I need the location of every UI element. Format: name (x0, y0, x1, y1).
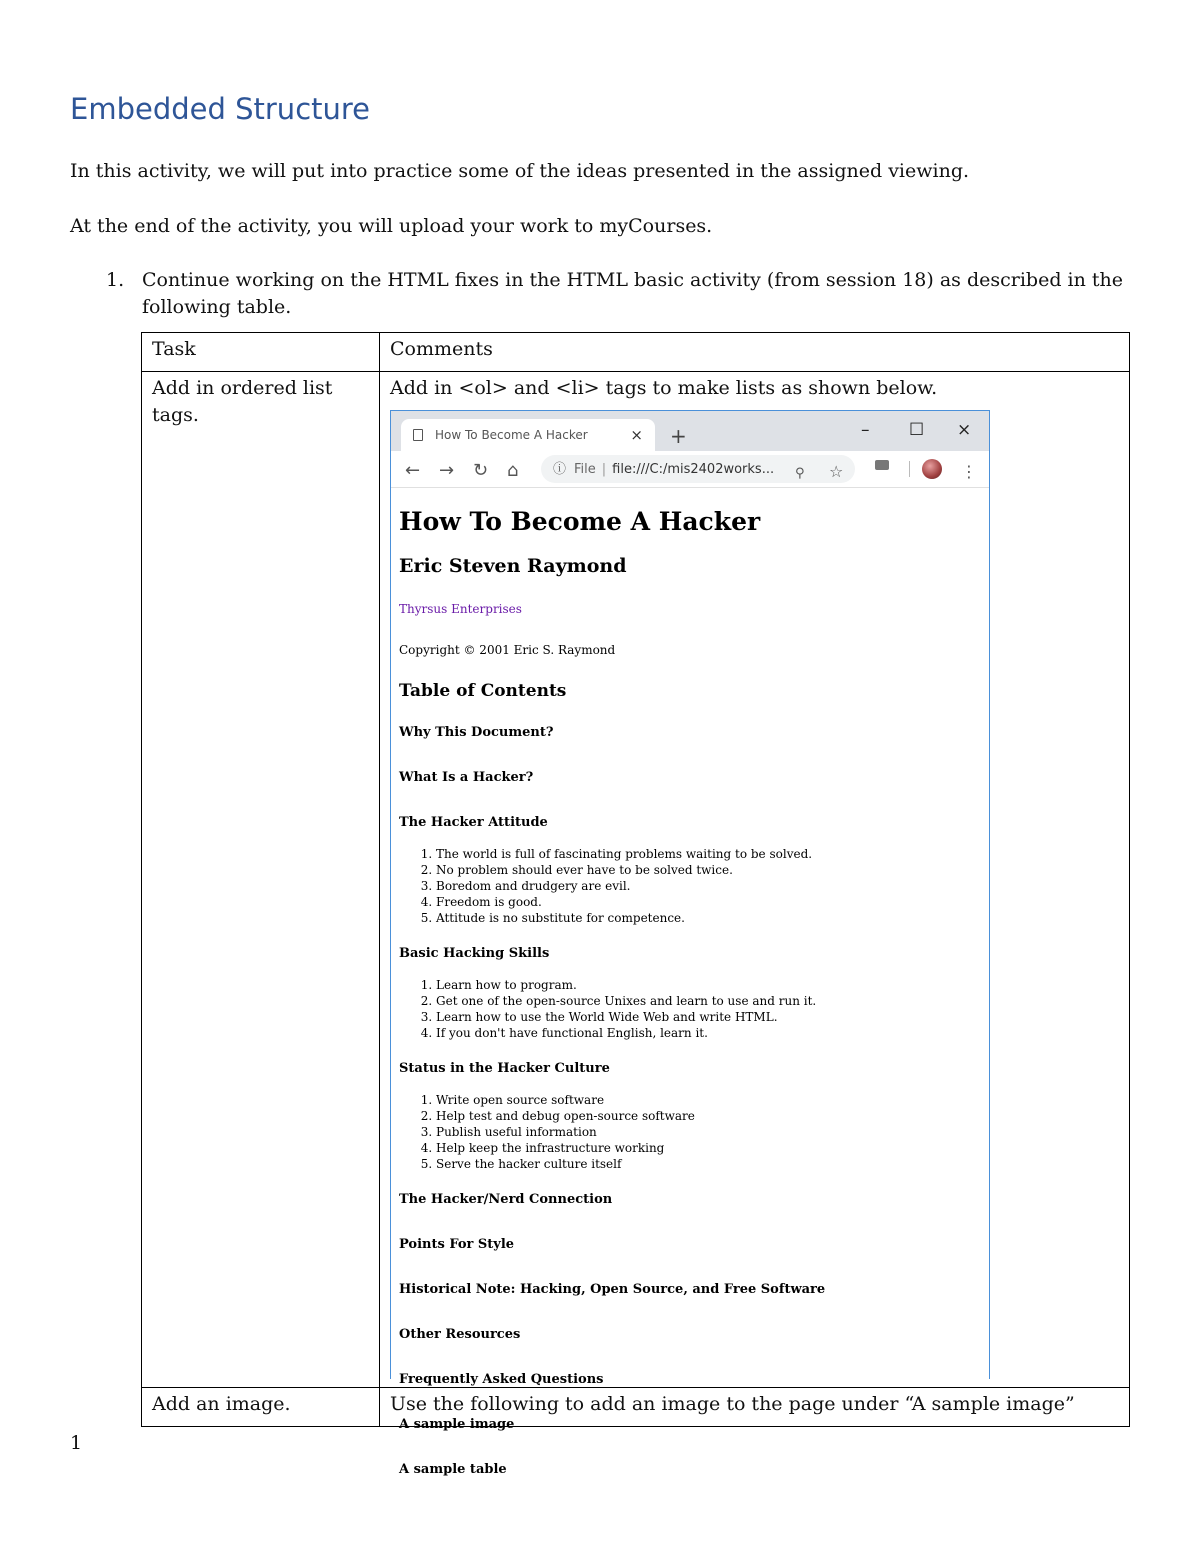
comment-cell: Use the following to add an image to the page under “A sample image” (380, 1388, 1130, 1427)
org-link[interactable]: Thyrsus Enterprises (399, 602, 522, 616)
section-style: Points For Style (399, 1237, 515, 1252)
skills-list (399, 977, 981, 1041)
menu-icon[interactable]: ⋮ (961, 462, 977, 481)
section-history: Historical Note: Hacking, Open Source, and Free Software (399, 1282, 826, 1297)
list-item: 2. No problem should ever have to be solved twice. (436, 862, 981, 878)
section-image: A sample image (399, 1417, 515, 1432)
address-bar[interactable] (541, 455, 855, 483)
list-item: 4. Freedom is good. (436, 894, 981, 910)
task-cell: Add an image. (142, 1388, 380, 1427)
list-item: 1. Write open source software (436, 1092, 981, 1108)
table-row (142, 372, 1130, 1388)
list-item: 1. The world is full of fascinating problems waiting to be solved. (436, 846, 981, 862)
toolbar-divider (909, 461, 910, 477)
section-attitude: The Hacker Attitude (399, 815, 548, 830)
list-item: 2. Help test and debug open-source software (436, 1108, 981, 1124)
list-item: 3. Boredom and drudgery are evil. (436, 878, 981, 894)
document-icon (413, 429, 423, 441)
header-task: Task (142, 333, 380, 372)
camera-icon[interactable] (875, 460, 889, 470)
tab-title: How To Become A Hacker (435, 427, 588, 442)
list-item: 5. Serve the hacker culture itself (436, 1156, 981, 1172)
minimize-button[interactable]: – (861, 420, 870, 440)
reload-icon[interactable]: ↻ (473, 460, 489, 481)
section-skills: Basic Hacking Skills (399, 946, 550, 961)
address-scheme: File (574, 461, 596, 477)
task-table (141, 332, 1130, 1477)
browser-tab[interactable] (401, 419, 655, 451)
close-window-button[interactable]: × (957, 420, 972, 440)
close-tab-icon[interactable]: × (630, 425, 643, 444)
forward-icon[interactable]: → (439, 460, 455, 481)
intro-paragraph: In this activity, we will put into practice some of the ideas presented in the assigned viewing. (70, 160, 970, 182)
section-what: What Is a Hacker? (399, 770, 534, 785)
list-item: 3. Publish useful information (436, 1124, 981, 1140)
list-item: 2. Get one of the open-source Unixes and learn to use and run it. (436, 993, 981, 1009)
home-icon[interactable]: ⌂ (507, 460, 519, 481)
list-item: 1. Learn how to program. (436, 977, 981, 993)
star-icon[interactable]: ☆ (829, 462, 844, 481)
zoom-icon[interactable]: ⚲ (795, 466, 805, 481)
table-header-row (142, 333, 1130, 372)
task-cell: Add in ordered list tags. (142, 372, 380, 1388)
page-content (391, 488, 989, 1507)
upload-paragraph: At the end of the activity, you will upload your work to myCourses. (70, 215, 713, 237)
avatar[interactable] (922, 459, 942, 479)
list-item: 3. Learn how to use the World Wide Web and write HTML. (436, 1009, 981, 1025)
comment-text: Add in <ol> and <li> tags to make lists as shown below. (390, 377, 938, 399)
list-number: 1. (106, 269, 125, 291)
section-why: Why This Document? (399, 725, 554, 740)
status-list (399, 1092, 981, 1172)
address-separator: | (601, 461, 607, 477)
author-heading: Eric Steven Raymond (399, 555, 627, 577)
back-icon[interactable]: ← (405, 460, 421, 481)
page-number: 1 (70, 1432, 83, 1454)
section-faq: Frequently Asked Questions (399, 1372, 604, 1387)
page-heading: How To Become A Hacker (399, 507, 761, 536)
list-item: 4. Help keep the infrastructure working (436, 1140, 981, 1156)
section-resources: Other Resources (399, 1327, 521, 1342)
copyright-text: Copyright © 2001 Eric S. Raymond (399, 643, 616, 657)
header-comments: Comments (380, 333, 1130, 372)
document-title: Embedded Structure (70, 92, 371, 126)
list-item-text: Continue working on the HTML fixes in the HTML basic activity (from session 18) as described in the following table. (142, 269, 1123, 318)
maximize-button[interactable]: ☐ (909, 420, 925, 440)
toc-heading: Table of Contents (399, 681, 567, 701)
info-icon[interactable]: ⓘ (553, 461, 567, 477)
tab-bar (391, 411, 989, 451)
browser-toolbar (391, 451, 989, 488)
section-status: Status in the Hacker Culture (399, 1061, 610, 1076)
attitude-list (399, 846, 981, 926)
list-item: 5. Attitude is no substitute for competence. (436, 910, 981, 926)
address-text: file:///C:/mis2402works... (612, 461, 775, 477)
list-item: 4. If you don't have functional English, learn it. (436, 1025, 981, 1041)
section-nerd: The Hacker/Nerd Connection (399, 1192, 613, 1207)
section-table: A sample table (399, 1462, 507, 1477)
new-tab-button[interactable]: + (670, 424, 687, 448)
